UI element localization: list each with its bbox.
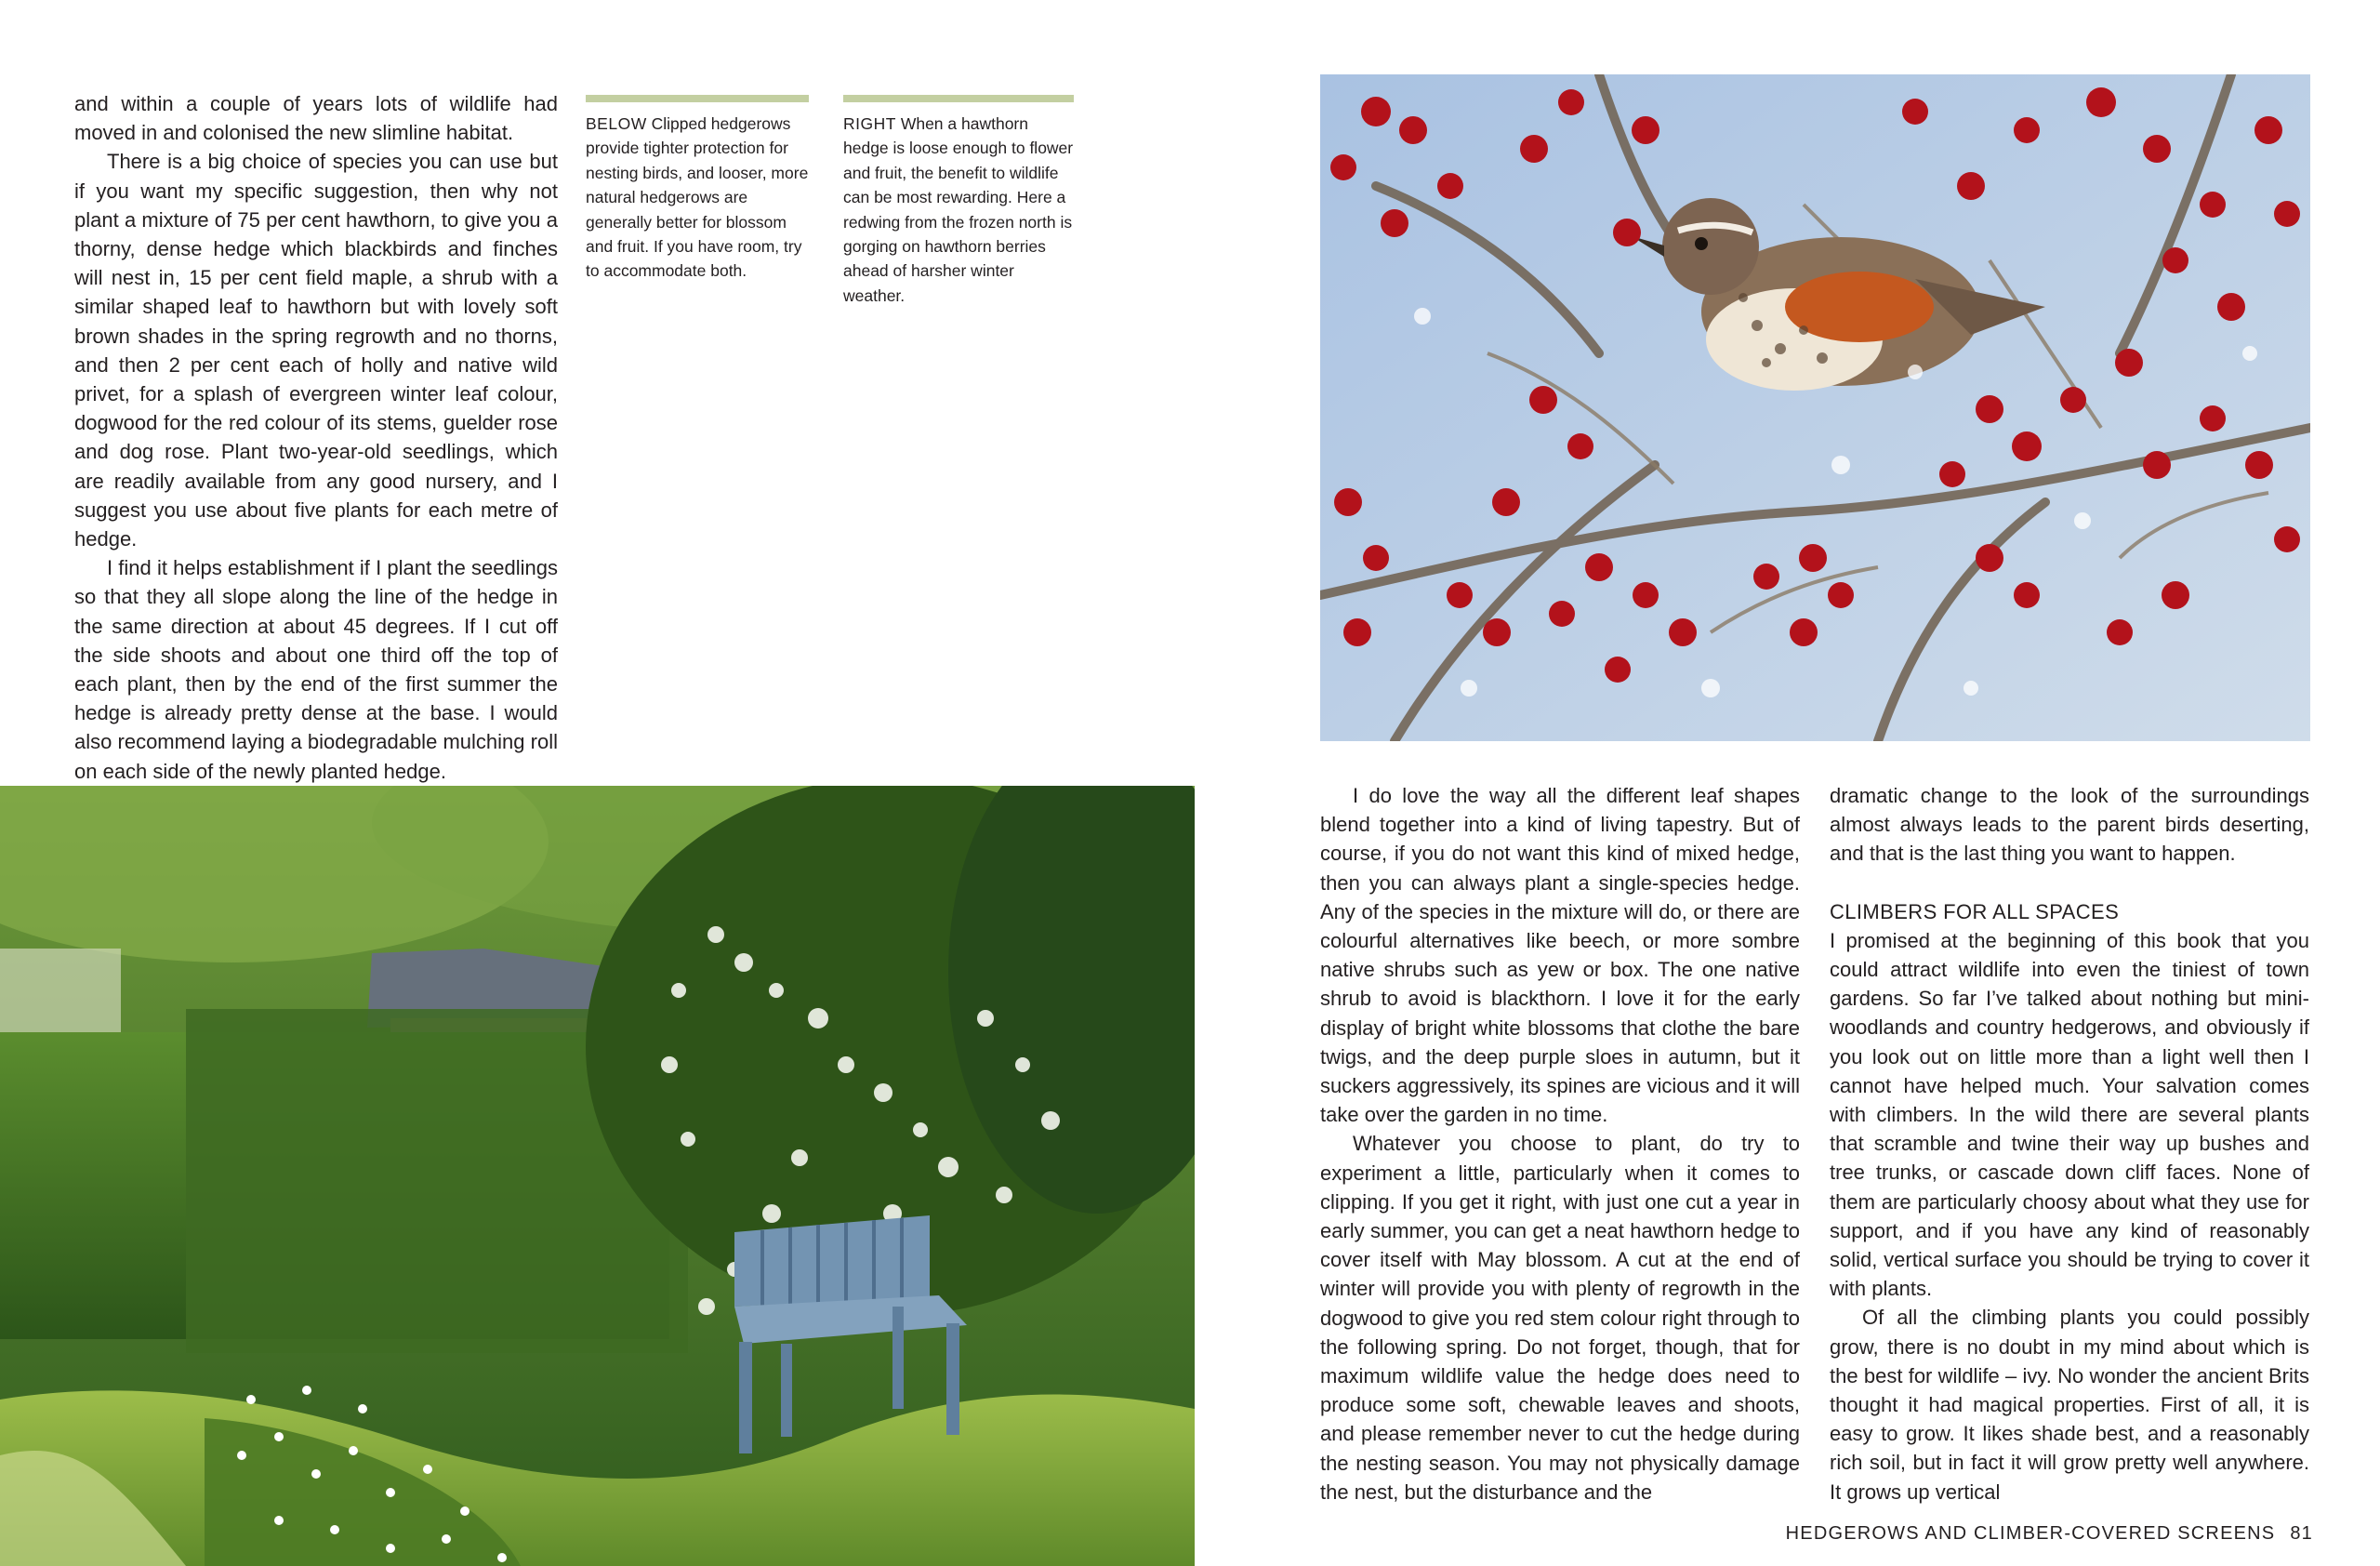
caption-rule: [586, 95, 809, 102]
garden-bench-illustration: [0, 786, 1195, 1566]
redwing-hawthorn-illustration: [1320, 74, 2310, 741]
chapter-title: HEDGEROWS AND CLIMBER-COVERED SCREENS: [1785, 1523, 2276, 1544]
running-footer: [1786, 1523, 2313, 1545]
garden-bench-photo: [0, 786, 1195, 1566]
caption-right: [843, 95, 1074, 308]
left-body-column: [74, 89, 558, 786]
page-number: 81: [2290, 1523, 2313, 1544]
redwing-hawthorn-photo: [1320, 74, 2310, 741]
body-paragraph: I do love the way all the different leaf shapes blend together into a kind of living tapestry. But of course, if you do not want this kind of mixed hedge, then you can always plant a single-species hedge. Any of the species in the mixture will do, or there are colourful alternatives like beech, or more sombre native shrubs such as yew or box. The one native shrub to avoid is blackthorn. I love it for the early display of bright white blossoms that clothe the bare twigs, and the deep purple sloes in autumn, but it suckers aggressively, its spines are vicious and it will take over the garden in no time.: [1320, 784, 1800, 1127]
caption-lead: BELOW: [586, 114, 647, 133]
body-paragraph: I find it helps establishment if I plant the seedlings so that they all slope along the line of the hedge in the same direction at about 45 degrees. If I cut off the side shoots and about one third off the top of each plant, then by the end of the first summer the hedge is already pretty dense at the base. I would also recommend laying a biodegradable mulching roll on each side of the newly planted hedge.: [74, 556, 558, 783]
right-body-column-2: [1830, 781, 2309, 1506]
caption-text: Clipped hedgerows provide tighter protection for nesting birds, and looser, more natural hedgerows are generally better for blossom and fruit. If you have room, try to accommodate both.: [586, 114, 809, 281]
caption-below: [586, 95, 809, 284]
body-paragraph: There is a big choice of species you can use but if you want my specific suggestion, then why not plant a mixture of 75 per cent hawthorn, to give you a thorny, dense hedge which blackbirds and finches will nest in, 15 per cent field maple, a shrub with a similar shaped leaf to hawthorn but with lovely soft brown shades in the spring regrowth and no thorns, and then 2 per cent each of holly and native wild privet, for a splash of evergreen winter leaf colour, dogwood for the red colour of its stems, guelder rose and dog rose. Plant two-year-old seedlings, which are readily available from any good nursery, and I suggest you use about five plants for each metre of hedge.: [74, 150, 558, 551]
body-paragraph: Of all the climbing plants you could possibly grow, there is no doubt in my mind about which is the best for wildlife – ivy. No wonder the ancient Brits thought it had magical properties. First of all, it is easy to grow. It likes shade best, and a reasonably rich soil, but in fact it will grow pretty well anywhere. It grows up vertical: [1830, 1306, 2309, 1504]
caption-lead: RIGHT: [843, 114, 896, 133]
section-heading: CLIMBERS FOR ALL SPACES: [1830, 899, 2120, 923]
body-paragraph: I promised at the beginning of this book that you could attract wildlife into even the tiniest of town gardens. So far I’ve talked about nothing but mini-woodlands and country hedgerows, and obviously if you look out on little more than a light well then I cannot have helped much. Your salvation comes with climbers. In the wild there are several plants that scramble and twine their way up bushes and tree trunks, or cascade down cliff faces. None of them are particularly choosy about what they use for support, and if you have any kind of reasonably solid, vertical surface you should be trying to cover it with plants.: [1830, 928, 2309, 1301]
caption-text: When a hawthorn hedge is loose enough to flower and fruit, the benefit to wildlife can be most rewarding. Here a redwing from the frozen north is gorging on hawthorn berries ahead of harsher winter weather.: [843, 114, 1074, 305]
caption-rule: [843, 95, 1074, 102]
body-paragraph: dramatic change to the look of the surroundings almost always leads to the parent birds deserting, and that is the last thing you want to happen.: [1830, 784, 2309, 866]
body-paragraph: Whatever you choose to plant, do try to experiment a little, particularly when it comes to clipping. If you get it right, with just one cut a year in early summer, you can get a neat hawthorn hedge to cover itself with May blossom. A cut at the end of winter will provide you with plenty of regrowth in the dogwood to give you red stem colour right through to the following spring. Do not forget, though, that for maximum wildlife value the hedge does need to produce some soft, chewable leaves and shoots, and please remember never to cut the hedge during the nesting season. You may not physically damage the nest, but the disturbance and the: [1320, 1132, 1800, 1504]
right-body-column-1: [1320, 781, 1800, 1506]
body-paragraph: and within a couple of years lots of wildlife had moved in and colonised the new slimline habitat.: [74, 92, 558, 145]
